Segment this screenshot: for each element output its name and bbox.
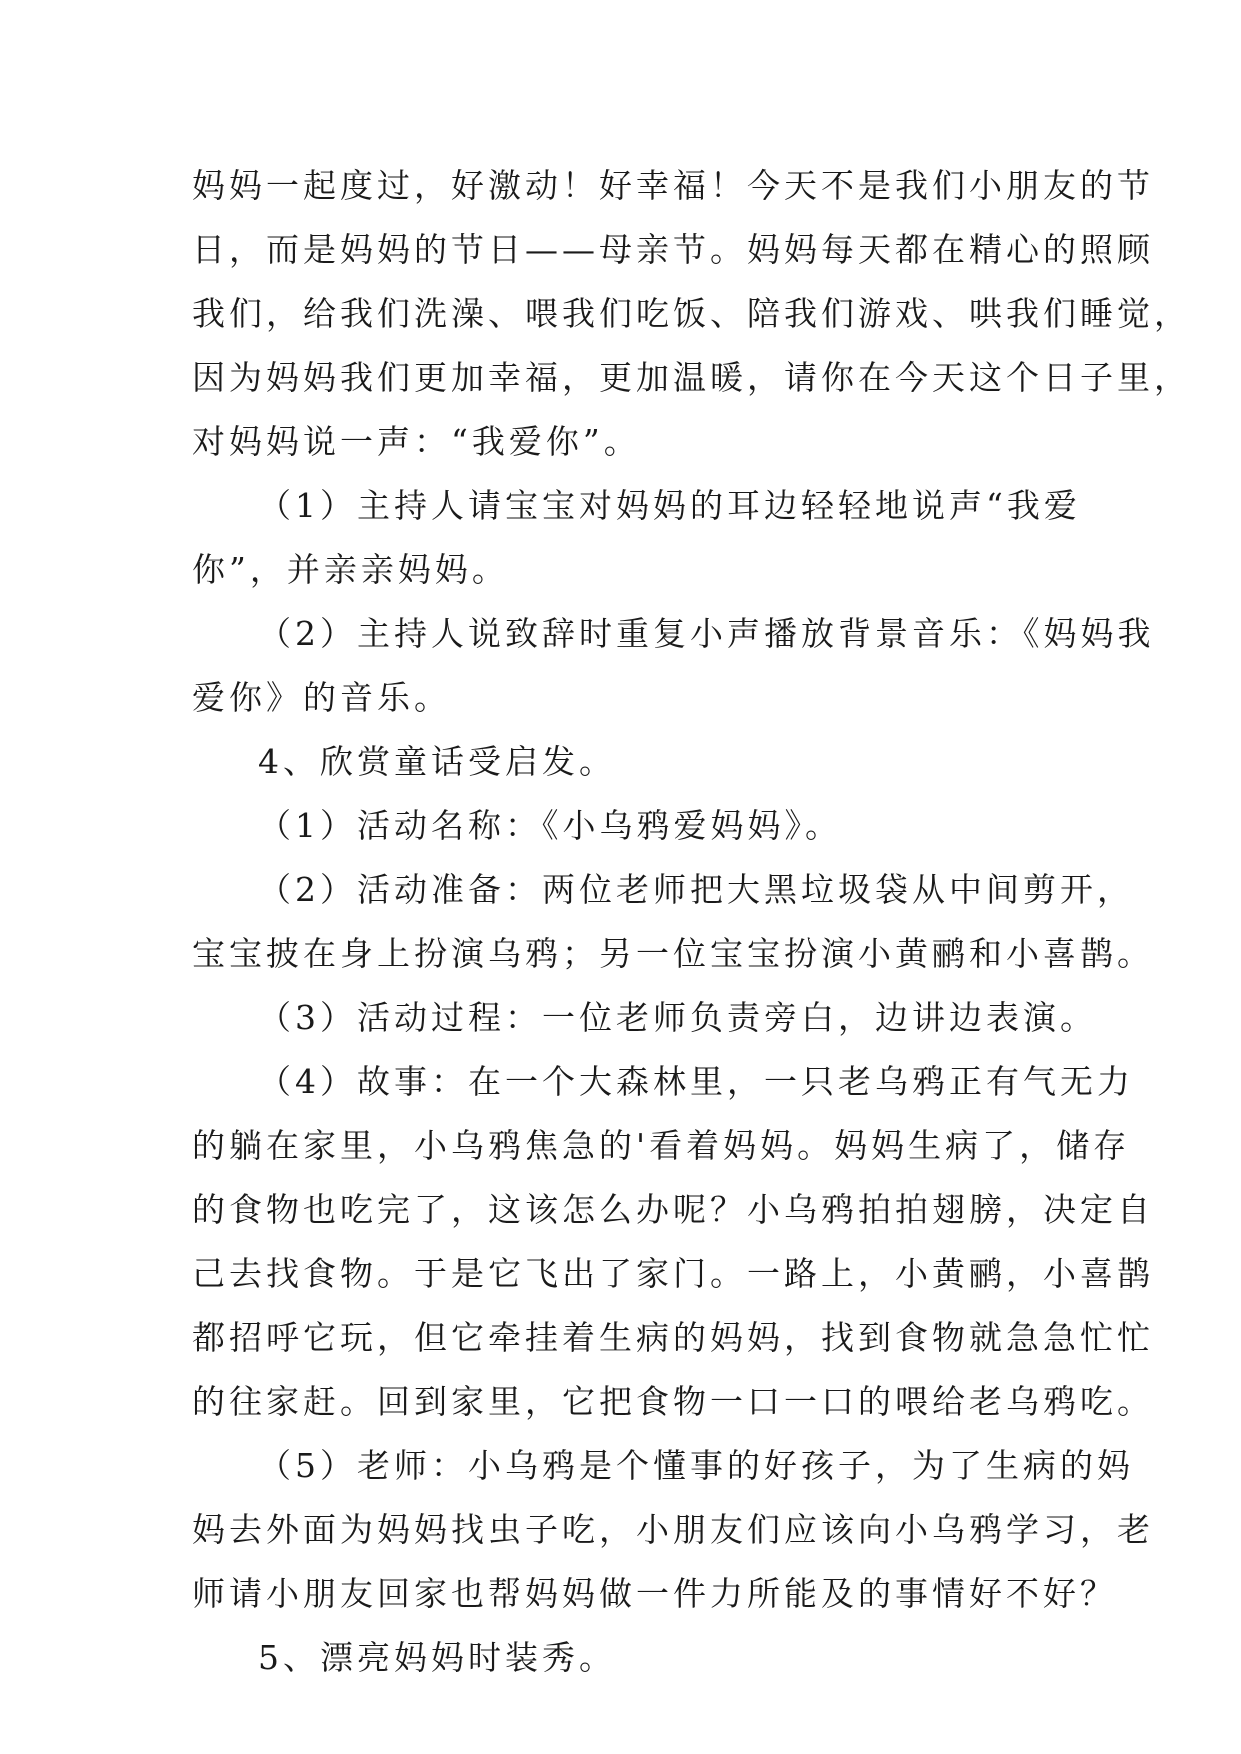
paragraph-line: （5）老师：小乌鸦是个懂事的好孩子，为了生病的妈 — [258, 1446, 1134, 1485]
paragraph-line: 你”，并亲亲妈妈。 — [192, 550, 509, 589]
paragraph-line: 的食物也吃完了，这该怎么办呢？小乌鸦拍拍翅膀，决定自 — [192, 1190, 1154, 1229]
section-heading: 4、欣赏童话受启发。 — [258, 742, 616, 781]
paragraph-line: 日，而是妈妈的节日——母亲节。妈妈每天都在精心的照顾 — [192, 230, 1154, 269]
paragraph-line: （2）主持人说致辞时重复小声播放背景音乐：《妈妈我 — [258, 614, 1155, 653]
paragraph-line: 都招呼它玩，但它牵挂着生病的妈妈，找到食物就急急忙忙 — [192, 1318, 1154, 1357]
paragraph-line: 妈妈一起度过，好激动！好幸福！今天不是我们小朋友的节 — [192, 166, 1154, 205]
paragraph-line: （3）活动过程：一位老师负责旁白，边讲边表演。 — [258, 998, 1097, 1037]
paragraph-line: 对妈妈说一声：“我爱你”。 — [192, 422, 641, 461]
paragraph-line: 师请小朋友回家也帮妈妈做一件力所能及的事情好不好？ — [192, 1574, 1117, 1613]
paragraph-line: （1）活动名称：《小乌鸦爱妈妈》。 — [258, 806, 842, 845]
paragraph-line: 己去找食物。于是它飞出了家门。一路上，小黄鹂，小喜鹊 — [192, 1254, 1154, 1293]
paragraph-line: 爱你》的音乐。 — [192, 678, 451, 717]
paragraph-line: 我们，给我们洗澡、喂我们吃饭、陪我们游戏、哄我们睡觉， — [192, 294, 1191, 333]
paragraph-line: 因为妈妈我们更加幸福，更加温暖，请你在今天这个日子里， — [192, 358, 1191, 397]
paragraph-line: 的往家赶。回到家里，它把食物一口一口的喂给老乌鸦吃。 — [192, 1382, 1154, 1421]
paragraph-line: 宝宝披在身上扮演乌鸦；另一位宝宝扮演小黄鹂和小喜鹊。 — [192, 934, 1154, 973]
paragraph-line: （1）主持人请宝宝对妈妈的耳边轻轻地说声“我爱 — [258, 486, 1081, 525]
section-heading: 5、漂亮妈妈时装秀。 — [258, 1638, 616, 1677]
paragraph-line: （4）故事：在一个大森林里，一只老乌鸦正有气无力 — [258, 1062, 1134, 1101]
paragraph-line: 妈去外面为妈妈找虫子吃，小朋友们应该向小乌鸦学习，老 — [192, 1510, 1154, 1549]
paragraph-line: 的躺在家里，小乌鸦焦急的'看着妈妈。妈妈生病了，储存 — [192, 1126, 1131, 1165]
paragraph-line: （2）活动准备：两位老师把大黑垃圾袋从中间剪开， — [258, 870, 1134, 909]
